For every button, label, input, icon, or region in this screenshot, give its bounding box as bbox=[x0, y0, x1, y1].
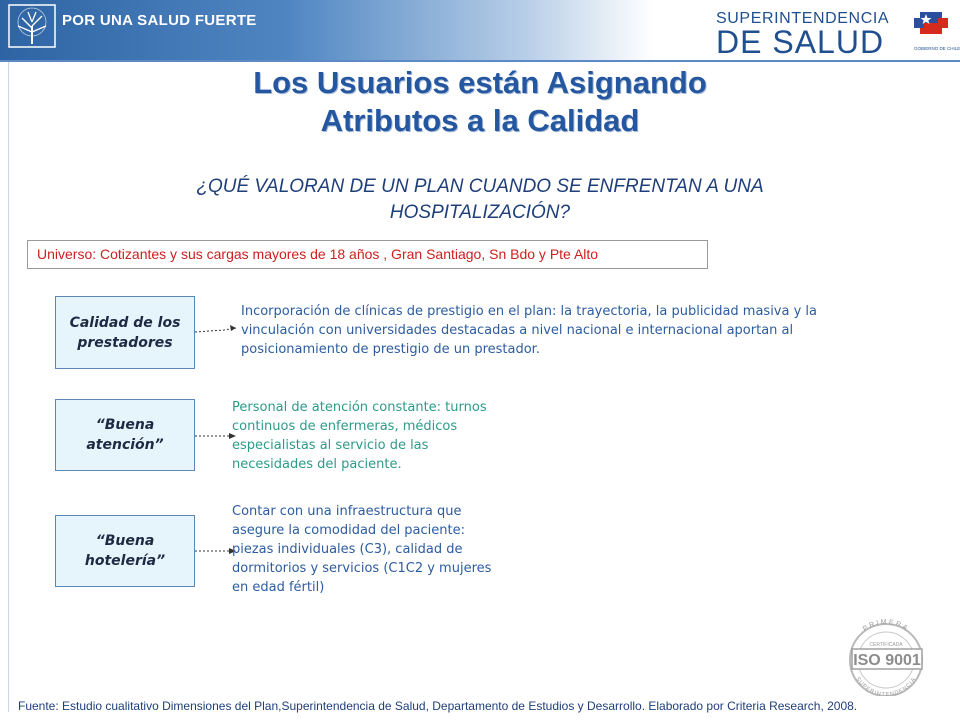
description-line: asegure la comodidad del paciente: bbox=[232, 523, 465, 538]
description-line: posicionamiento de prestigio de un prestador. bbox=[241, 342, 540, 357]
universe-note: Universo: Cotizantes y sus cargas mayores de 18 años , Gran Santiago, Sn Bdo y Pte Alto bbox=[27, 240, 708, 269]
description-line: necesidades del paciente. bbox=[232, 457, 402, 472]
description-line: especialistas al servicio de las bbox=[232, 438, 429, 453]
description-line: en edad fértil) bbox=[232, 580, 325, 595]
description-line: dormitorios y servicios (C1C2 y mujeres bbox=[232, 561, 492, 576]
attribute-box-buena-atencion bbox=[55, 399, 195, 471]
header-divider bbox=[0, 60, 960, 62]
description-line: continuos de enfermeras, médicos bbox=[232, 419, 458, 434]
source-footnote: Fuente: Estudio cualitativo Dimensiones del Plan,Superintendencia de Salud, Departamento de Estudios y Desarrollo. Elaborado por Criteria Research, 2008. bbox=[18, 699, 858, 713]
attribute-label-line: atención” bbox=[86, 437, 164, 453]
svg-text:SUPERINTENDENCIA bbox=[854, 676, 917, 696]
iso-top-text: PRIMERA bbox=[861, 618, 911, 634]
logo-text-bottom: DE SALUD bbox=[716, 24, 885, 60]
iso-9001-seal-icon bbox=[838, 616, 934, 696]
iso-mid-text: CERTIFICADA bbox=[869, 642, 903, 648]
svg-text:PRIMERA bbox=[862, 619, 910, 633]
attribute-label-line: Calidad de los bbox=[69, 314, 181, 331]
attribute-description-calidad bbox=[241, 302, 901, 359]
attribute-label-line: “Buena bbox=[95, 533, 155, 549]
attribute-box-buena-hoteleria bbox=[55, 515, 195, 587]
logo-text-top: SUPERINTENDENCIA bbox=[716, 10, 890, 27]
iso-bottom-text: SUPERINTENDENCIA bbox=[854, 676, 918, 696]
attribute-box-calidad-prestadores bbox=[55, 296, 195, 369]
left-divider bbox=[8, 62, 9, 712]
attribute-description-atencion bbox=[232, 398, 532, 474]
question-line-1: ¿QUÉ VALORAN DE UN PLAN CUANDO SE ENFRENTAN A UNA bbox=[196, 176, 764, 197]
title-line-2: Atributos a la Calidad bbox=[320, 103, 640, 138]
page-title bbox=[120, 64, 840, 140]
description-line: vinculación con universidades destacadas a nivel nacional e internacional aportan al bbox=[241, 323, 794, 338]
description-line: Incorporación de clínicas de prestigio en el plan: la trayectoria, la publicidad masiva y la bbox=[241, 304, 818, 319]
dotted-arrow-icon bbox=[194, 320, 238, 344]
title-line-1: Los Usuarios están Asignando bbox=[253, 65, 707, 100]
attribute-label-line: hotelería” bbox=[84, 553, 166, 569]
header-band bbox=[0, 0, 960, 62]
question-heading bbox=[90, 174, 870, 226]
attribute-description-hoteleria bbox=[232, 502, 532, 597]
iso-main-text: ISO 9001 bbox=[853, 652, 921, 669]
attribute-label-line: “Buena bbox=[95, 417, 155, 433]
description-line: Personal de atención constante: turnos bbox=[232, 400, 487, 415]
description-line: Contar con una infraestructura que bbox=[232, 504, 462, 519]
tree-logo-icon bbox=[8, 4, 56, 48]
superintendencia-logo bbox=[716, 10, 960, 60]
header-slogan: POR UNA SALUD FUERTE bbox=[62, 12, 257, 29]
question-line-2: HOSPITALIZACIÓN? bbox=[389, 202, 571, 223]
gov-caption: GOBIERNO DE CHILE bbox=[914, 46, 960, 51]
attribute-label-line: prestadores bbox=[77, 334, 173, 351]
description-line: piezas individuales (C3), calidad de bbox=[232, 542, 463, 557]
chile-government-icon bbox=[912, 10, 960, 54]
